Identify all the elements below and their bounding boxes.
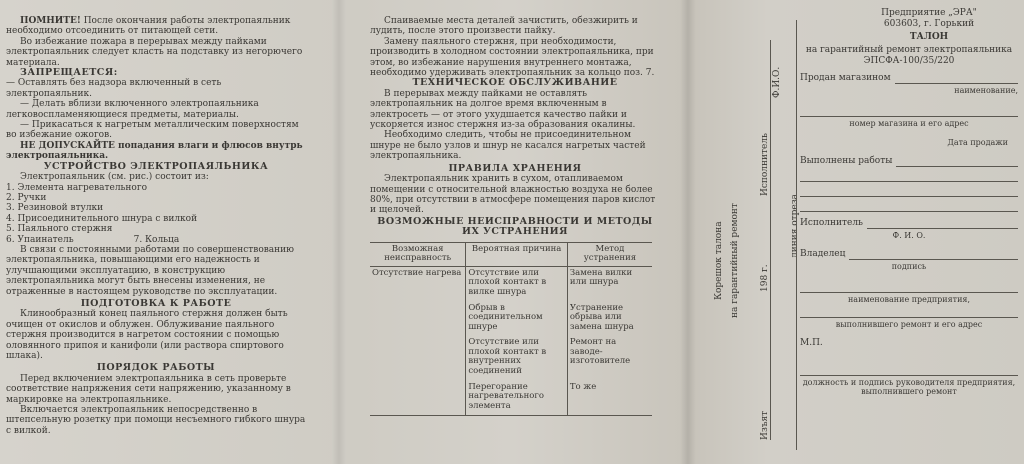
soldering-text: Спаиваемые места деталей зачистить, обезжирить и лудить, после этого произвести пайку.: [370, 16, 638, 37]
storage-title: ПРАВИЛА ХРАНЕНИЯ: [448, 162, 582, 174]
table-cell: [370, 381, 466, 416]
device-item: 5. Паяльного стержня: [6, 224, 113, 235]
stub-year-label: 198 г.: [760, 264, 770, 292]
cut-line-label: линия отреза: [790, 193, 800, 258]
works-line: [800, 199, 1018, 212]
works-field: Выполнены работы: [800, 156, 1018, 167]
device-item: 2. Ручки: [6, 192, 47, 203]
order-text: Включается электропаяльник непосредственно в штепсельную розетку при помощи несъемного гибкого шнура с вилкой.: [6, 405, 306, 436]
enterprise-address: 603603, г. Горький: [883, 19, 975, 29]
table-row: [370, 381, 652, 416]
prohibited-item: — Делать вблизи включенного электропаяльника легковоспламеняющиеся предметы, материалы.: [6, 99, 259, 120]
stamp-line: [800, 363, 1018, 376]
table-cell: Ремонт на заводе-изготовителе: [567, 336, 652, 380]
cut-line: [796, 20, 797, 450]
maintenance-text: Необходимо следить, чтобы не присоединительном шнуре не было узлов и шнур не касался нагретых частей электропаяльника.: [370, 130, 646, 162]
table-cell: То же: [567, 381, 652, 416]
page-fold: [332, 0, 346, 464]
stub-field-line: [770, 40, 771, 440]
faults-title: ВОЗМОЖНЫЕ НЕИСПРАВНОСТИ И МЕТОДЫ ИХ УСТРАНЕНИЯ: [377, 215, 653, 238]
prohibited-item: — Оставлять без надзора включенный в сеть электропаяльник.: [6, 78, 222, 99]
coupon-title: ТАЛОН: [909, 32, 949, 42]
prohibited-item: — Прикасаться к нагретым металлическим поверхностям во избежание ожогов.: [6, 120, 299, 141]
table-cell: Отсутствие или плохой контакт в вилке шнура: [466, 266, 568, 301]
name-caption: наименование,: [954, 86, 1018, 95]
tip-replace-text: Замену паяльного стержня, при необходимости, производить в холодном состоянии электропаяльника, при этом, во избежание нарушения внутреннего монтажа, необходимо удерживать электропаяльник за кольцо поз. 7.: [370, 36, 655, 79]
stub-executor-label: Исполнитель: [760, 133, 770, 196]
stub-issued-label: Изъят: [760, 410, 770, 440]
table-cell: Перегорание нагревательного элемента: [466, 381, 568, 416]
table-row: [370, 336, 652, 380]
table-cell: [370, 302, 466, 337]
table-cell: Устранение обрыва или замена шнура: [567, 302, 652, 337]
moisture-warning: НЕ ДОПУСКАЙТЕ попадания влаги и флюсов внутрь электропаяльника.: [6, 140, 303, 162]
works-line: [800, 184, 1018, 197]
table-header: Метод устранения: [567, 242, 652, 266]
page-fold: [680, 0, 696, 464]
table-cell: Замена вилки или шнура: [567, 266, 652, 301]
stub-label: Корешок талона: [714, 221, 724, 300]
coupon-subtitle: на гарантийный ремонт электропаяльника ЭПСФА-100/35/220: [805, 45, 1013, 66]
device-item: 4. Присоединительного шнура с вилкой: [6, 213, 198, 224]
enterprise-name: Предприятие „ЭРА": [881, 8, 977, 18]
fire-warning: Во избежание пожара в перерывах между пайками электропаяльник следует класть на подставку из негорючего материала.: [6, 36, 303, 68]
prep-title: ПОДГОТОВКА К РАБОТЕ: [80, 297, 232, 309]
sold-by-field: Продан магазином: [800, 73, 1018, 84]
prep-text: Клинообразный конец паяльного стержня должен быть очищен от окислов и облужен. Облуживание паяльного стержня производится в нагретом состоянии с помощью оловянного припоя и канифоли (или раствора спиртового шлака).: [6, 309, 288, 361]
table-cell: Отсутствие нагрева: [372, 267, 462, 278]
device-note: В связи с постоянными работами по совершенствованию электропаяльника, повышающими его надежность и улучшающими эксплуатацию, в конструкцию электропаяльника могут быть внесены изменения, не отраженные в настоящем руководстве по эксплуатации.: [6, 244, 295, 297]
device-title: УСТРОЙСТВО ЭЛЕКТРОПАЯЛЬНИКА: [43, 160, 269, 172]
device-item: 3. Резиновой втулки: [6, 203, 104, 214]
middle-column: [370, 16, 660, 416]
repair-caption: выполнившего ремонт и его адрес: [835, 320, 983, 329]
repair-line: [800, 313, 1018, 318]
executor-field: Исполнитель: [800, 218, 1018, 229]
stamp-label: М.П.: [800, 338, 823, 348]
fio-caption: Ф. И. О.: [892, 231, 926, 240]
order-text: Перед включением электропаяльника в сеть проверьте соответствие напряжения сети напряжению, указанному в маркировке на электропаяльнике.: [6, 373, 291, 405]
device-item: 1. Элемента нагревательного: [6, 182, 147, 193]
device-intro: Электропаяльник (см. рис.) состоит из:: [20, 172, 209, 183]
maintenance-text: В перерывах между пайками не оставлять электропаяльник на долгое время включенным в электросеть — от этого ухудшается качество пайки и ускоряется износ стержня из-за образования окалины.: [370, 88, 636, 131]
stub-label: на гарантийный ремонт: [730, 203, 740, 318]
shop-caption: номер магазина и его адрес: [849, 119, 969, 128]
faults-table: [370, 242, 652, 417]
table-header-row: [370, 242, 652, 266]
table-header: Вероятная причина: [466, 242, 568, 266]
works-line: [800, 169, 1018, 182]
notice: ПОМНИТЕ! После окончания работы электропаяльник необходимо отсоединить от питающей сети.: [6, 16, 291, 37]
table-cell: [370, 336, 466, 380]
table-row: [370, 266, 652, 301]
sale-date-label: Дата продажи: [947, 138, 1008, 147]
storage-text: Электропаяльник хранить в сухом, отапливаемом помещении с относительной влажностью воздуха не более 80%, при отсутствии в атмосфере помещения паров кислот и щелочей.: [370, 174, 656, 216]
signature-caption: подпись: [891, 262, 927, 271]
table-header: Возможная неисправность: [370, 242, 466, 266]
prohibited-title: ЗАПРЕЩАЕТСЯ:: [20, 67, 118, 79]
device-item: 6. Упаинатель 7. Кольца: [6, 234, 180, 245]
left-column: [6, 16, 306, 436]
head-signature-caption: должность и подпись руководителя предприятия, выполнившего ремонт: [802, 378, 1016, 396]
maintenance-title: ТЕХНИЧЕСКОЕ ОБСЛУЖИВАНИЕ: [412, 77, 618, 89]
warranty-coupon: [800, 8, 1018, 404]
enterprise-caption: наименование предприятия,: [847, 295, 971, 304]
shop-line: [800, 104, 1018, 117]
enterprise-line: [800, 280, 1018, 293]
owner-field: Владелец: [800, 249, 1018, 260]
order-title: ПОРЯДОК РАБОТЫ: [96, 362, 216, 374]
table-row: [370, 302, 652, 337]
table-cell: Отсутствие или плохой контакт в внутренних соединений: [466, 336, 568, 380]
table-cell: Обрыв в соединительном шнуре: [466, 302, 568, 337]
stub-fio-label: Ф.И.О.: [772, 66, 782, 98]
